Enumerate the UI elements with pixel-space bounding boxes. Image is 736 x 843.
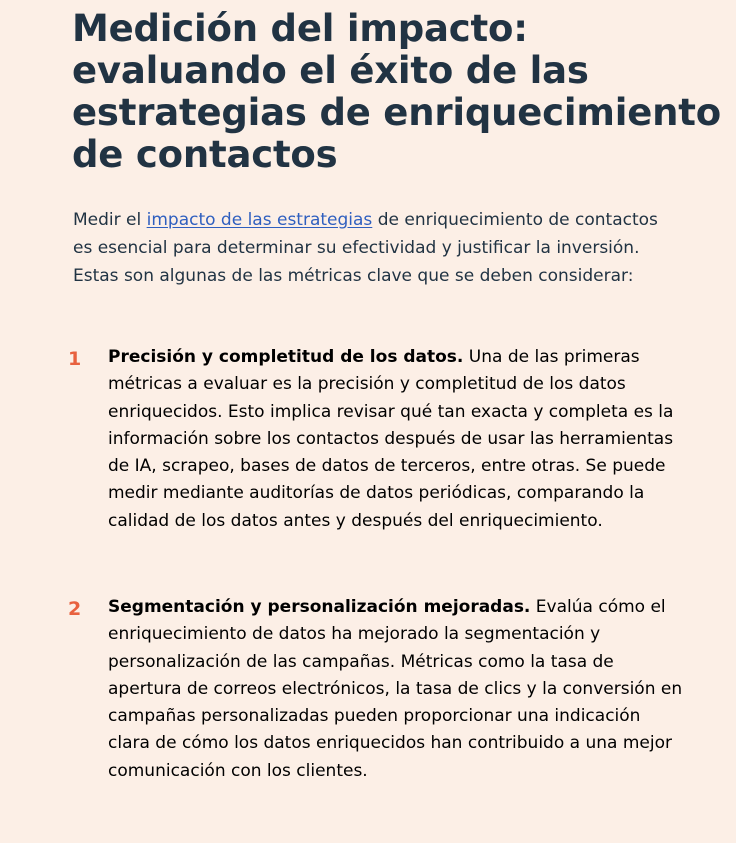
page-title: Medición del impacto: evaluando el éxito de las estrategias de enriquecimiento de contactos <box>72 7 721 176</box>
strategy-impact-link[interactable]: impacto de las estrategias <box>146 210 373 230</box>
item-body <box>108 344 683 535</box>
item-body <box>108 594 683 785</box>
intro-text-end: de enriquecimiento de contactos es esencial para determinar su efectividad y justificar la inversión. Estas son algunas de las métricas clave que se deben considerar: <box>73 210 658 286</box>
intro-paragraph <box>73 206 673 290</box>
item-number: 2 <box>68 598 82 620</box>
item-number: 1 <box>68 348 82 370</box>
item-heading: Segmentación y personalización mejoradas. <box>108 597 531 617</box>
item-text: Una de las primeras métricas a evaluar es la precisión y completitud de los datos enriquecidos. Esto implica revisar qué tan exacta y completa es la información sobre los contactos después de usar las herramientas de IA, scrapeo, bases de datos de terceros, entre otras. Se puede medir mediante auditorías de datos periódicas, comparando la calidad de los datos antes y después del enriquecimiento. <box>108 347 674 531</box>
item-text: Evalúa cómo el enriquecimiento de datos ha mejorado la segmentación y personalización de las campañas. Métricas como la tasa de apertura de correos electrónicos, la tasa de clics y la conversión en campañas personalizadas pueden proporcionar una indicación clara de cómo los datos enriquecidos han contribuido a una mejor comunicación con los clientes. <box>108 597 683 781</box>
intro-text-start: Medir el <box>73 210 147 230</box>
item-heading: Precisión y completitud de los datos. <box>108 347 464 367</box>
